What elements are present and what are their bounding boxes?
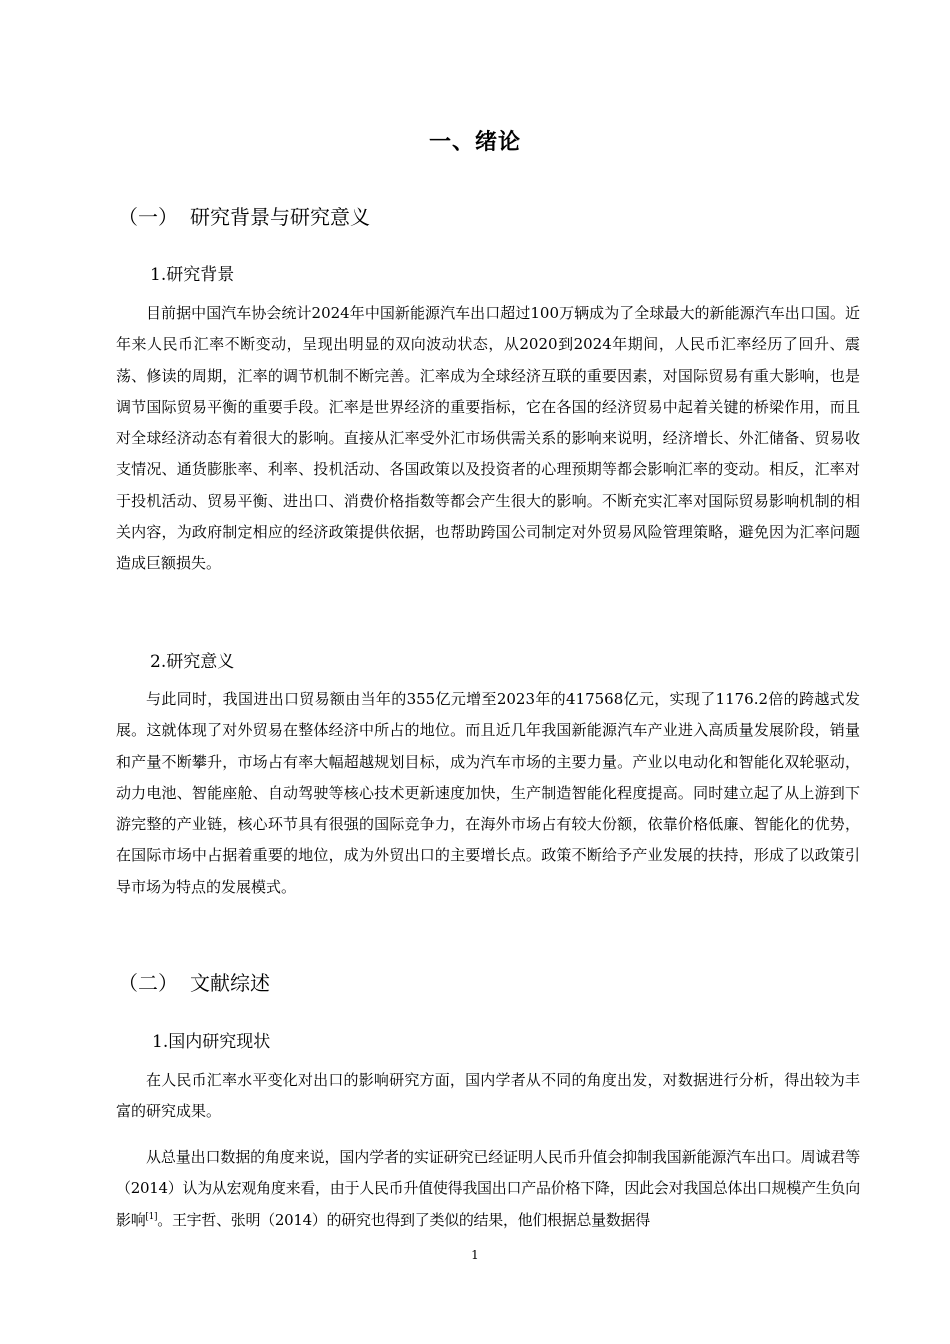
subsection-heading-research-significance: 2.研究意义 [150,652,235,672]
paragraph-domestic-research-detail [116,1142,860,1236]
section-title: 研究背景与研究意义 [190,205,370,229]
page-number: 1 [471,1248,479,1262]
section-heading-2 [118,967,270,996]
paragraph-research-background: 目前据中国汽车协会统计2024年中国新能源汽车出口超过100万辆成为了全球最大的新能源汽车出口国。近年来人民币汇率不断变动，呈现出明显的双向波动状态，从2020到2024年期间，人民币汇率经历了回升、震荡、修读的周期，汇率的调节机制不断完善。汇率成为全球经济互联的重要因素，对国际贸易有重大影响，也是调节国际贸易平衡的重要手段。汇率是世界经济的重要指标，它在各国的经济贸易中起着关键的桥梁作用，而且对全球经济动态有着很大的影响。直接从汇率受外汇市场供需关系的影响来说明，经济增长、外汇储备、贸易收支情况、通货膨胀率、利率、投机活动、各国政策以及投资者的心理预期等都会影响汇率的变动。相反，汇率对于投机活动、贸易平衡、进出口、消费价格指数等都会产生很大的影响。不断充实汇率对国际贸易影响机制的相关内容，为政府制定相应的经济政策提供依据，也帮助跨国公司制定对外贸易风险管理策略，避免因为汇率问题造成巨额损失。 [116,304,860,573]
citation-mark[interactable]: [1] [145,1211,158,1222]
chapter-title: 一、绪论 [428,129,521,155]
paragraph-text: 从总量出口数据的角度来说，国内学者的实证研究已经证明人民币升值会抑制我国新能源汽车出口。周诚君等（2014）认为从宏观角度来看，由于人民币升值使得我国出口产品价格下降，因此会对我国总体出口规模产生负向影响 [116,1148,860,1229]
paragraph-domestic-research-intro: 在人民币汇率水平变化对出口的影响研究方面，国内学者从不同的角度出发，对数据进行分析，得出较为丰富的研究成果。 [116,1071,860,1121]
paragraph-research-significance: 与此同时，我国进出口贸易额由当年的355亿元增至2023年的417568亿元，实现了1176.2倍的跨越式发展。这就体现了对外贸易在整体经济中所占的地位。而且近几年我国新能源汽车产业进入高质量发展阶段，销量和产量不断攀升，市场占有率大幅超越规划目标，成为汽车市场的主要力量。产业以电动化和智能化双轮驱动，动力电池、智能座舱、自动驾驶等核心技术更新速度加快，生产制造智能化程度提高。同时建立起了从上游到下游完整的产业链，核心环节具有很强的国际竞争力，在海外市场占有较大份额，依靠价格低廉、智能化的优势，在国际市场中占据着重要的地位，成为外贸出口的主要增长点。政策不断给予产业发展的扶持，形成了以政策引导市场为特点的发展模式。 [116,690,860,896]
subsection-heading-domestic-research: 1.国内研究现状 [152,1032,271,1052]
section-number: （二） [118,971,178,995]
section-number: （一） [118,205,178,229]
paragraph-text-continued: 。王宇哲、张明（2014）的研究也得到了类似的结果，他们根据总量数据得 [157,1210,650,1229]
section-heading-1 [118,201,370,230]
subsection-heading-research-background: 1.研究背景 [150,265,235,285]
section-title: 文献综述 [190,971,270,995]
